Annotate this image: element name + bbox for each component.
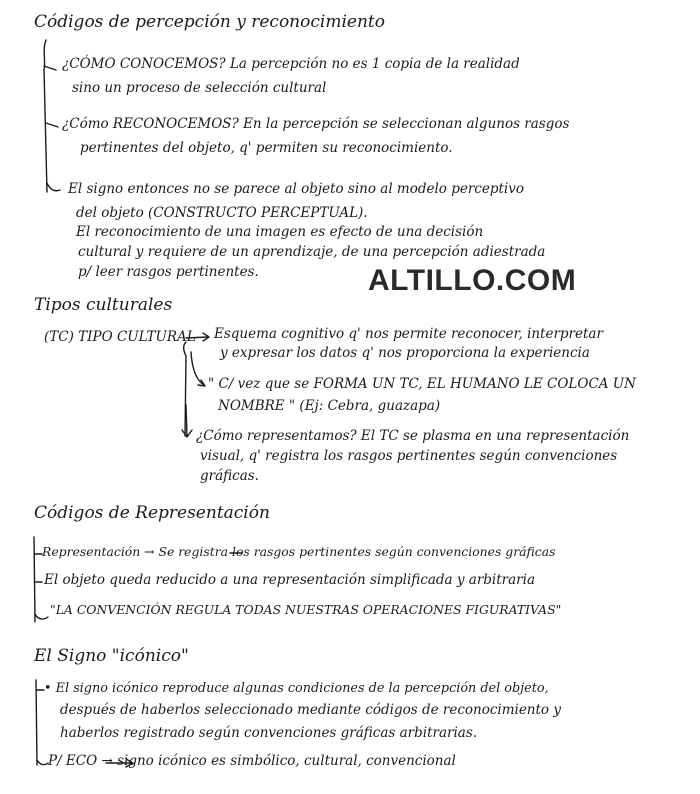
heading-codigos-percepcion: Códigos de percepción y reconocimiento — [34, 12, 385, 32]
bracket-tick-2 — [46, 123, 58, 127]
text-line: y expresar los datos q' nos proporciona la experiencia — [220, 345, 590, 361]
text-line: "LA CONVENCIÓN REGULA TODAS NUESTRAS OPERACIONES FIGURATIVAS" — [50, 602, 562, 617]
bracket-section-3 — [34, 537, 35, 622]
text-line: visual, q' registra los rasgos pertinentes según convenciones — [200, 448, 618, 464]
text-line: ¿CÓMO CONOCEMOS? La percepción no es 1 copia de la realidad — [62, 56, 520, 72]
bracket-tick-sig-2 — [37, 760, 48, 765]
text-line: gráficas. — [200, 468, 259, 484]
arrow-to-como-representamos — [186, 405, 187, 436]
text-line: P/ ECO → signo icónico es simbólico, cultural, convencional — [48, 753, 456, 769]
text-line: sino un proceso de selección cultural — [72, 80, 327, 96]
text-line: del objeto (CONSTRUCTO PERCEPTUAL). — [76, 205, 368, 221]
bracket-section-4 — [36, 680, 37, 765]
bracket-tick-1 — [44, 66, 56, 70]
text-line: cultural y requiere de un aprendizaje, de una percepción adiestrada — [78, 244, 546, 260]
text-line: haberlos registrado según convenciones gráficas arbitrarias. — [60, 725, 478, 741]
text-line: p/ leer rasgos pertinentes. — [78, 264, 259, 280]
bracket-section-1 — [44, 40, 47, 192]
arrow-to-tc-quote — [191, 352, 204, 385]
watermark-logo: ALTILLO.COM — [368, 264, 577, 297]
text-line: después de haberlos seleccionado mediante códigos de reconocimiento y — [60, 702, 561, 718]
heading-codigos-representacion: Códigos de Representación — [34, 503, 270, 523]
heading-tipos-culturales: Tipos culturales — [34, 295, 173, 315]
text-line: " C/ vez que se FORMA UN TC, EL HUMANO LE COLOCA UN — [208, 376, 636, 392]
text-line: ¿Cómo RECONOCEMOS? En la percepción se seleccionan algunos rasgos — [62, 116, 570, 132]
bracket-tick-rep-3 — [35, 614, 48, 619]
bracket-tick-3 — [47, 183, 60, 191]
text-line: • El signo icónico reproduce algunas condiciones de la percepción del objeto, — [44, 681, 549, 696]
text-line: El reconocimiento de una imagen es efecto de una decisión — [76, 224, 484, 240]
text-line: El objeto queda reducido a una representación simplificada y arbitraria — [44, 572, 535, 588]
heading-signo-iconico: El Signo "icónico" — [34, 646, 189, 666]
text-line: ¿Cómo representamos? El TC se plasma en una representación — [196, 428, 630, 444]
text-line: Esquema cognitivo q' nos permite reconocer, interpretar — [214, 326, 603, 342]
text-line: NOMBRE " (Ej: Cebra, guazapa) — [218, 398, 441, 414]
text-line: pertinentes del objeto, q' permiten su reconocimiento. — [80, 140, 453, 156]
text-line: Representación → Se registra los rasgos pertinentes según convenciones gráficas — [42, 544, 556, 559]
label-tipo-cultural: (TC) TIPO CULTURAL — [44, 329, 196, 345]
brace-tipo-cultural — [184, 342, 186, 436]
text-line: El signo entonces no se parece al objeto sino al modelo perceptivo — [68, 181, 524, 197]
